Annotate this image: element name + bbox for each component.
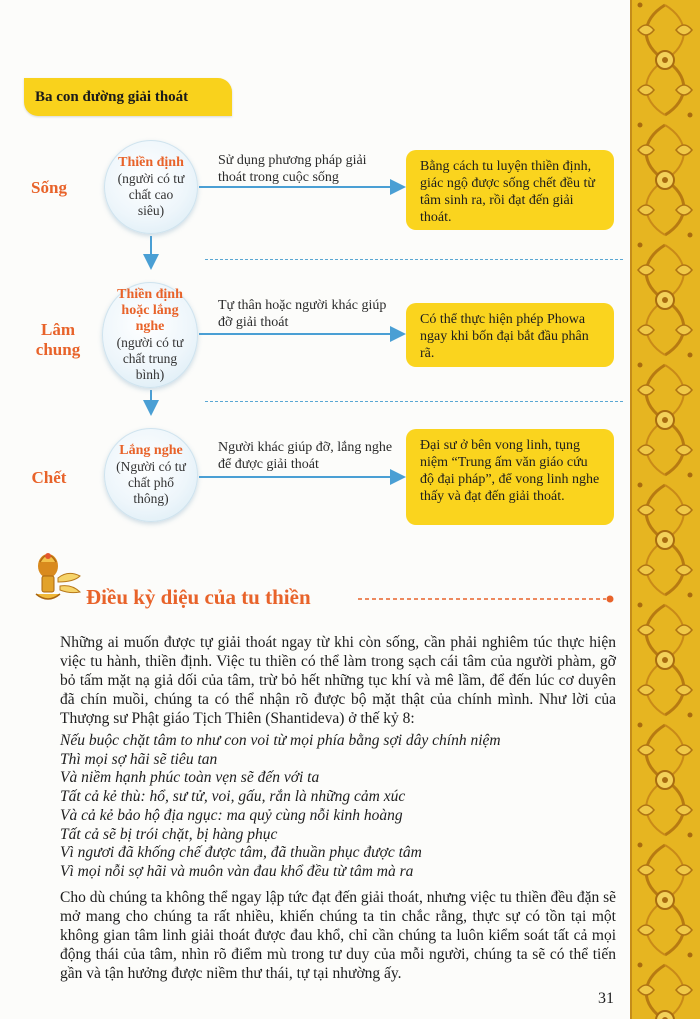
result-box: Đại sư ở bên vong linh, tụng niệm “Trung ấm văn giáo cứu độ đại pháp”, để vong linh nghe thấy và đạt đến giải thoát. <box>406 429 614 525</box>
verse-line: Và cả kẻ bảo hộ địa ngục: ma quỷ cùng nỗi kinh hoàng <box>60 806 403 824</box>
circle-subtitle: (người có tư chất trung bình) <box>116 335 184 382</box>
stage-label: Chết <box>31 468 67 487</box>
circle-title: Thiền định hoặc lắng nghe <box>117 287 183 334</box>
body-paragraph: Những ai muốn được tự giải thoát ngay từ khi còn sống, cần phải nghiêm túc thực hiện việc tu hành, thiền định. Việc tu thiền có thể làm trong sạch cái tâm của người phàm, gỡ bỏ tấm mặt nạ giả dối của tâm, trừ bỏ hết những tục khí và mê lầm, để đến lúc cơ duyên đã chín muồi, chúng ta có thể nhận rõ được bộ mặt thật của chính mình. Như lời của Thượng sư Phật giáo Tịch Thiên (Shantideva) ở thế kỷ 8: <box>60 634 616 727</box>
circle-title: Thiền định <box>118 155 184 170</box>
verse-line: Nếu buộc chặt tâm to như con voi từ mọi phía bằng sợi dây chính niệm <box>60 732 501 749</box>
method-text: Tự thân hoặc người khác giúp đỡ giải thoát <box>218 298 387 330</box>
circle-title: Lắng nghe <box>119 443 183 458</box>
decorative-border <box>630 0 700 1019</box>
verse-line: Và niềm hạnh phúc toàn vẹn sẽ đến với ta <box>60 769 320 787</box>
circle-subtitle: (người có tư chất cao siêu) <box>117 171 185 218</box>
stage-label: Lâm chung <box>35 320 81 359</box>
page-number: 31 <box>598 990 614 1007</box>
row-separator <box>205 401 623 402</box>
verse-line: Vì mọi nỗi sợ hãi và muôn vàn đau khổ đều từ tâm mà ra <box>60 862 414 880</box>
verse-line: Thì mọi sợ hãi sẽ tiêu tan <box>60 750 218 768</box>
ornament-pattern-icon <box>630 0 700 1019</box>
result-box: Có thể thực hiện phép Phowa ngay khi bốn đại bắt đầu phân rã. <box>406 303 614 367</box>
method-circle <box>104 140 198 234</box>
method-circle <box>102 282 198 388</box>
row-separator <box>205 259 623 260</box>
method-text: Sử dụng phương pháp giải thoát trong cuộc sống <box>218 153 367 185</box>
method-text: Người khác giúp đỡ, lắng nghe để được giải thoát <box>218 440 393 472</box>
lotus-lamp-icon <box>30 548 86 608</box>
section-title: Điều kỳ diệu của tu thiền <box>86 585 311 609</box>
verse-line: Tất cả kẻ thù: hổ, sư tử, voi, gấu, rắn là những cảm xúc <box>60 788 406 806</box>
result-box: Bằng cách tu luyện thiền định, giác ngộ được sống chết đều từ tâm sinh ra, rồi đạt đến giải thoát. <box>406 150 614 230</box>
circle-subtitle: (Người có tư chất phổ thông) <box>116 459 186 506</box>
verse-line: Tất cả sẽ bị trói chặt, bị hàng phục <box>60 825 278 843</box>
diagram-header: Ba con đường giải thoát <box>24 78 232 116</box>
verse-line: Vì ngươi đã khống chế được tâm, đã thuần phục được tâm <box>60 844 422 862</box>
method-circle <box>104 428 198 522</box>
verse-block <box>60 732 616 882</box>
body-paragraph: Cho dù chúng ta không thể ngay lập tức đạt đến giải thoát, nhưng việc tu thiền đều đặn sẽ mở mang cho chúng ta rất nhiều, khiến chúng ta tin chắc rằng, thực sự có tồn tại một không gian tâm linh giải thoát được đau khổ, chỉ cần chúng ta luôn kiểm soát tất cả mọi động thái của tâm, nhìn rõ điểm mù trong tư duy của mỗi người, chúng ta sẽ có thể tiến gần và tận hưởng được niềm thư thái, tự tại nhường ấy. <box>60 889 616 982</box>
stage-label: Sống <box>31 178 67 197</box>
title-dotted-rule <box>356 593 618 605</box>
